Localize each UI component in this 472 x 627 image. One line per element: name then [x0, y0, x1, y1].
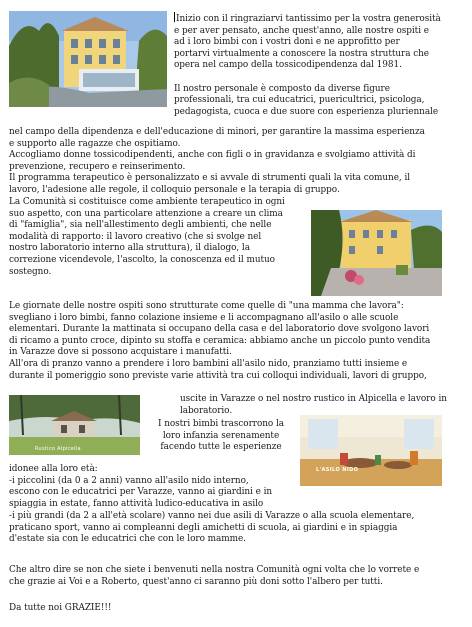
intro-line: e per aver pensato, anche quest'anno, alle nostre ospiti e	[174, 25, 429, 36]
personale-line: Il nostro personale è composto da diverse figure	[174, 83, 390, 94]
personale-line: prevenzione, recupero e reinserimento.	[9, 161, 186, 172]
personale-line: nel campo della dipendenza e dell'educazione di minori, per garantire la massima esperienza	[9, 127, 425, 137]
giornate-line: svegliano i loro bimbi, fanno colazione insieme e li accompagnano all'asilo o alle scuole	[9, 312, 399, 323]
intro-line: ad i loro bimbi con i vostri doni e ne approfitto per	[174, 37, 400, 48]
intro-line: portarvi virtualmente a conoscere la nostra struttura che	[174, 48, 430, 59]
uscite-paragraph	[180, 394, 470, 417]
uscite-line: uscite in Varazze o nel nostro rustico in Alpicella e lavoro in	[180, 394, 447, 404]
giornate-line: di ricamo a punto croce, dipinto su stoffa e ceramica: abbiamo anche un piccolo punto vendita	[9, 335, 431, 346]
uscite-line: laboratorio.	[180, 405, 233, 416]
asilo-caption: L'ASILO NIDO	[316, 467, 359, 473]
personale-line: e supporto alle ragazze che ospitiamo.	[9, 138, 181, 149]
piccolini-line: idonee alla loro età:	[9, 464, 98, 474]
bimbi-line: I nostri bimbi trascorrono la	[157, 419, 285, 429]
comunita-line: sostegno.	[9, 266, 52, 277]
bimbi-paragraph	[146, 419, 296, 454]
rustico-caption: Rustico Alpicella	[35, 446, 81, 452]
grandi-line: d'estate sia con le educatrici che con le loro mamme.	[9, 534, 246, 545]
giornate-line: elementari. Durante la mattinata si occupano della casa e del laboratorio dove svolgono lavori	[9, 324, 430, 335]
comunita-line: modalità di rapporto: il lavoro creativo (che si svolge nel	[9, 231, 262, 242]
personale-line: lavoro, l'adesione alle regole, il colloquio personale e la terapia di gruppo.	[9, 184, 340, 195]
personale-line: Accogliamo donne tossicodipendenti, anche con figli o in gravidanza e svolgiamo attività di	[9, 150, 416, 161]
grandi-line: praticano sport, vanno ai compleanni degli amichetti di scuola, ai giardini e in spiaggia	[9, 522, 398, 533]
personale-line: Il programma terapeutico è personalizzato e si avvale di strumenti quali la vita comune, il	[9, 173, 411, 184]
signoff-text: Da tutte noi GRAZIE!!!	[9, 603, 112, 613]
comunita-line: di "famiglia", sia nell'allestimento degli ambienti, che nelle	[9, 220, 272, 231]
piccolini-line: -i piccolini (da 0 a 2 anni) vanno all'asilo nido interno,	[9, 475, 249, 486]
grandi-paragraph	[9, 511, 471, 546]
asilo-photo	[300, 415, 442, 486]
comunita-line: suo aspetto, con una particolare attenzione a creare un clima	[9, 208, 283, 219]
piccolini-line: escono con le educatrici per Varazze, vanno ai giardini e in	[9, 487, 273, 498]
intro-line: Inizio con il ringraziarvi tantissimo per la vostra generosità	[176, 14, 441, 24]
giornate-line: durante il pomeriggio sono previste varie attività tra cui colloqui individuali, lavori di gruppo,	[9, 370, 427, 381]
bimbi-line: loro infanzia serenamente	[162, 430, 280, 441]
piccolini-line: spiaggia in estate, fanno attività ludico-educativa in asilo	[9, 498, 264, 509]
personale-line: professionali, tra cui educatrici, puericultrici, psicologa,	[174, 95, 425, 106]
bimbi-line: facendo tutte le esperienze	[160, 442, 282, 453]
giornate-line: in Varazze dove si possono acquistare i manufatti.	[9, 347, 232, 358]
intro-paragraph	[174, 12, 470, 118]
personale-line: pedagogista, cuoca e due suore con esperienza pluriennale	[174, 106, 439, 117]
giornate-line: All'ora di pranzo vanno a prendere i loro bambini all'asilo nido, pranziamo tutti insieme e	[9, 358, 408, 369]
signoff	[9, 603, 209, 615]
closing-line: che grazie ai Voi e a Roberto, quest'anno ci saranno più doni sotto l'albero per tutti.	[9, 576, 383, 587]
closing-line: Che altro dire se non che siete i benvenuti nella nostra Comunità ogni volta che lo vorrete e	[9, 565, 420, 575]
comunita-line: correzione vicendevole, l'ascolto, la conoscenza ed il mutuo	[9, 254, 275, 265]
piccolini-paragraph	[9, 464, 299, 510]
closing-paragraph	[9, 565, 471, 588]
courtyard-photo	[311, 210, 442, 296]
giornate-line: Le giornate delle nostre ospiti sono strutturate come quelle di "una mamma che lavora":	[9, 301, 404, 311]
villa-photo	[9, 11, 167, 107]
rustico-photo	[9, 395, 140, 455]
giornate-paragraph	[9, 301, 471, 382]
comunita-line: nostro laboratorio interno alla struttura), il dialogo, la	[9, 243, 250, 254]
grandi-line: -i più grandi (da 2 a all'età scolare) vanno nei due asili di Varazze o alla scuola elementare,	[9, 511, 415, 521]
intro-line: opera nel campo della tossicodipendenza dal 1981.	[174, 60, 402, 71]
comunita-line: La Comunità si costituisce come ambiente terapeutico in ogni	[9, 197, 285, 207]
personale-paragraph	[9, 127, 469, 197]
text-cursor	[174, 12, 175, 22]
comunita-paragraph	[9, 197, 309, 278]
